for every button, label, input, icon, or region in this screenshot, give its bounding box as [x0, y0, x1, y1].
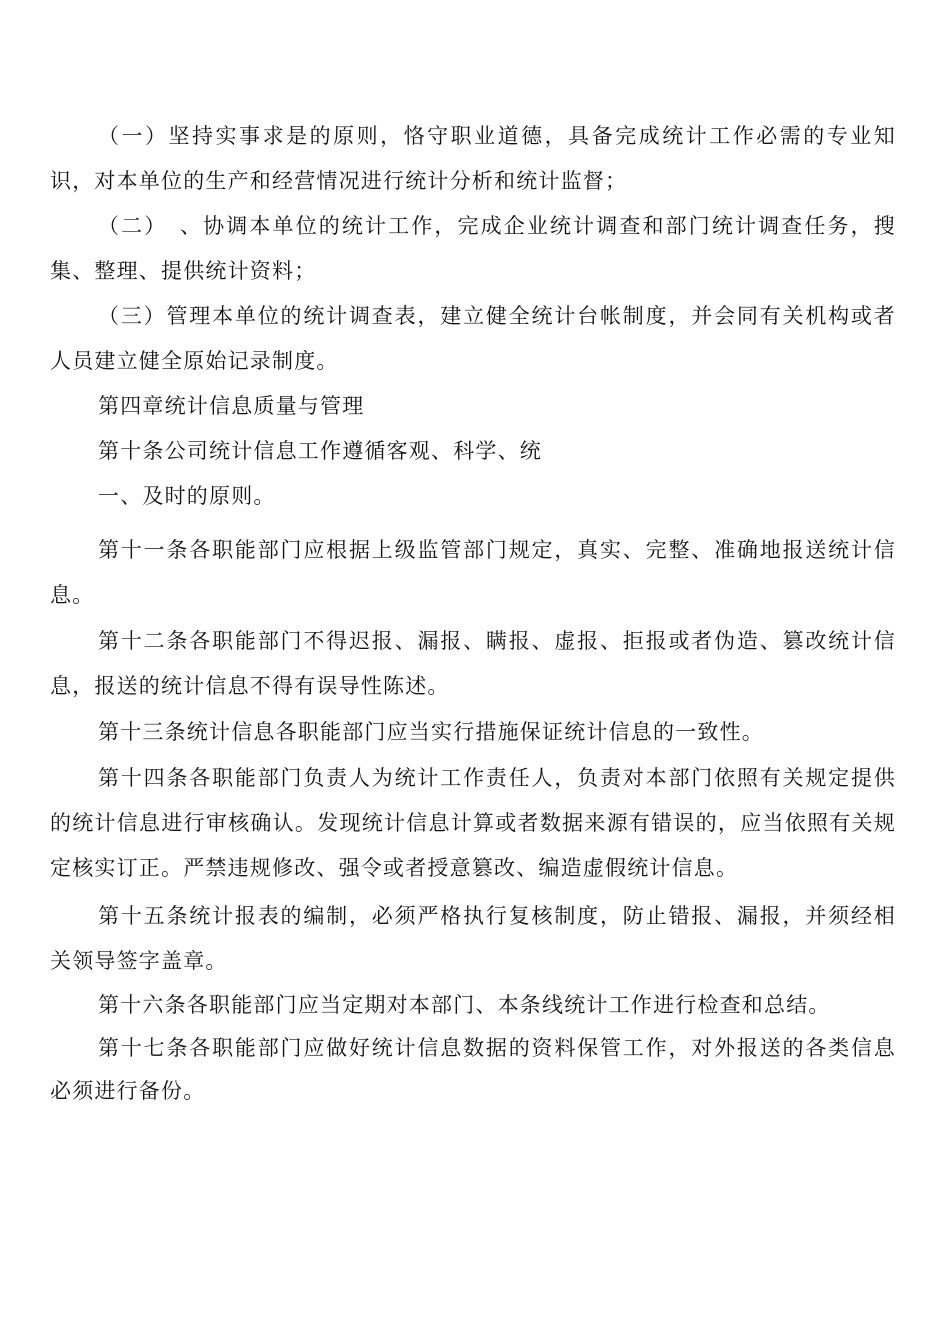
- document-body: [50, 114, 896, 1113]
- paragraph-duty-1: （一）坚持实事求是的原则，恪守职业道德，具备完成统计工作必需的专业知识，对本单位的生产和经营情况进行统计分析和统计监督；: [50, 124, 896, 193]
- article-11: 第十一条各职能部门应根据上级监管部门规定，真实、完整、准确地报送统计信息。: [50, 538, 896, 607]
- paragraph-duty-3: （三）管理本单位的统计调查表，建立健全统计台帐制度，并会同有关机构或者人员建立健全原始记录制度。: [50, 304, 896, 373]
- article-17: 第十七条各职能部门应做好统计信息数据的资料保管工作，对外报送的各类信息必须进行备份。: [50, 1036, 896, 1103]
- article-13: 第十三条统计信息各职能部门应当实行措施保证统计信息的一致性。: [98, 720, 764, 744]
- paragraph-duty-2: （二） 、协调本单位的统计工作，完成企业统计调查和部门统计调查任务，搜集、整理、提供统计资料；: [50, 214, 896, 283]
- chapter-heading: 第四章统计信息质量与管理: [98, 394, 365, 418]
- article-10: 第十条公司统计信息工作遵循客观、科学、统: [98, 439, 542, 463]
- article-12: 第十二条各职能部门不得迟报、漏报、瞒报、虚报、拒报或者伪造、篡改统计信息，报送的统计信息不得有误导性陈述。: [50, 629, 896, 698]
- article-14: 第十四条各职能部门负责人为统计工作责任人，负责对本部门依照有关规定提供的统计信息进行审核确认。发现统计信息计算或者数据来源有错误的，应当依照有关规定核实订正。严禁违规修改、强令或者授意篡改、编造虚假统计信息。: [50, 766, 896, 880]
- article-10-continued: 一、及时的原则。: [98, 484, 276, 508]
- article-16: 第十六条各职能部门应当定期对本部门、本条线统计工作进行检查和总结。: [98, 993, 831, 1017]
- article-15: 第十五条统计报表的编制，必须严格执行复核制度，防止错报、漏报，并须经相关领导签字盖章。: [50, 904, 896, 973]
